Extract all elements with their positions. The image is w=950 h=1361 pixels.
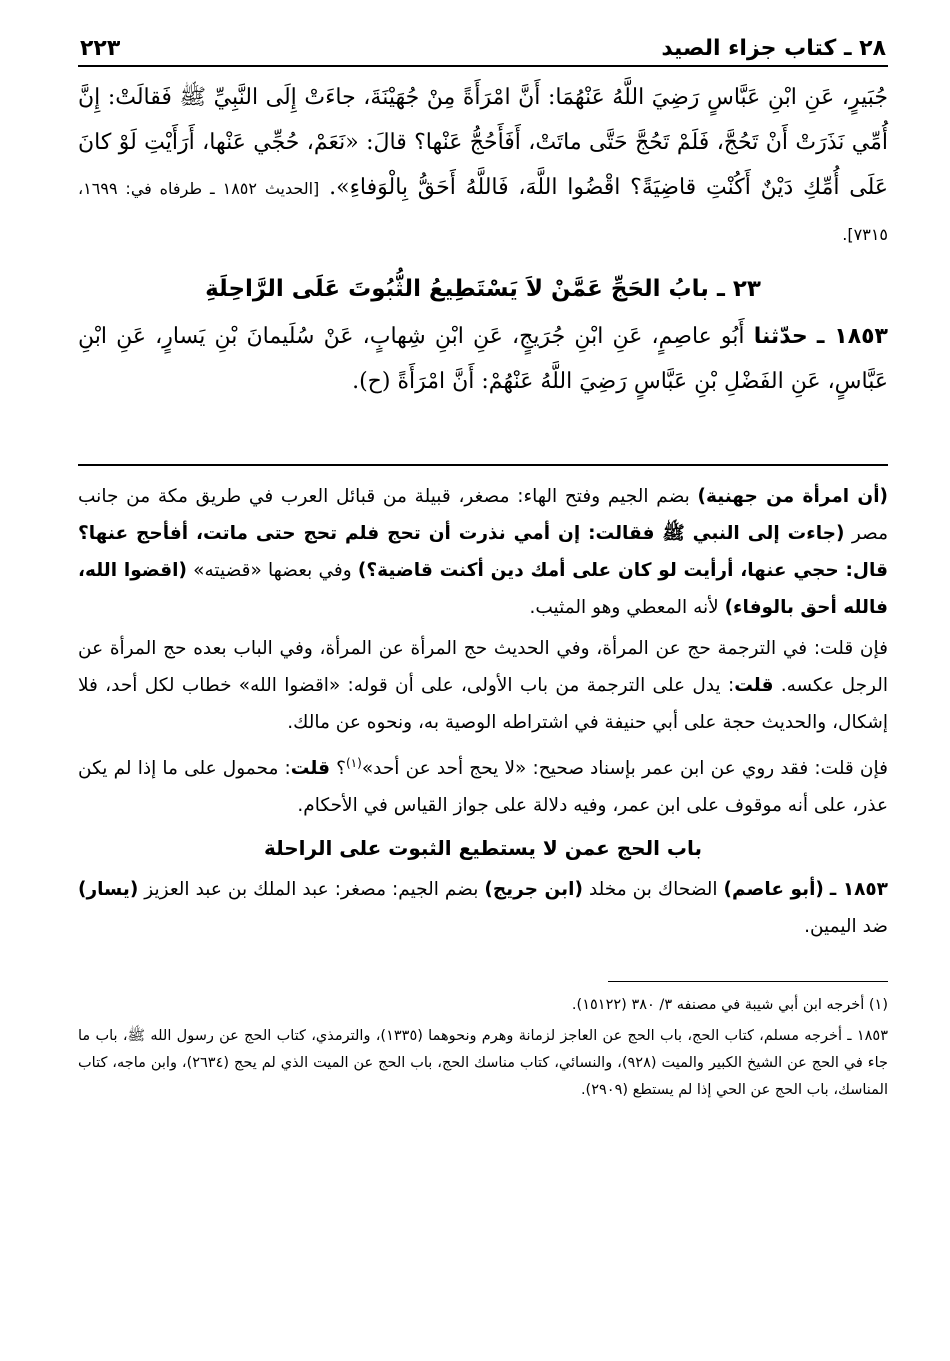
footnote-1: (١) أخرجه ابن أبي شيبة في مصنفه ٣/ ٣٨٠ (١٥١٢٢). — [571, 997, 888, 1014]
chapter-heading-23: ٢٣ ـ بابُ الحَجِّ عَمَّنْ لاَ يَسْتَطِيعُ الثُّبُوتَ عَلَى الرَّاحِلَةِ — [205, 276, 761, 302]
footnote-marker: (١) — [345, 756, 362, 770]
section-divider — [78, 464, 888, 466]
hadith-1852-continuation — [78, 75, 888, 257]
commentary-text: وفي بعضها «قضيته» — [186, 560, 358, 581]
page-header — [78, 36, 888, 67]
book-page — [78, 36, 888, 1108]
commentary-section — [78, 478, 888, 945]
commentary-text: فإن قلت: في الترجمة حج عن المرأة، وفي الحديث حج المرأة عن المرأة، وفي الباب بعده حج المرأة عن الرجل عكسه. — [78, 638, 888, 696]
qultu-word: قلت — [290, 758, 330, 780]
commentary-para-1 — [78, 478, 888, 626]
commentary-text: بضم الجيم وفتح الهاء: مصغر، قبيلة من قبائل العرب في طريق مكة من جانب مصر — [78, 486, 888, 544]
footnotes-section — [78, 992, 888, 1104]
hadith-number: ١٨٥٣ ـ — [816, 324, 888, 349]
quoted-phrase: (يسار) — [78, 879, 139, 901]
page-number: ٢٢٣ — [80, 36, 121, 61]
commentary-text: الضحاك بن مخلد — [582, 879, 724, 901]
quoted-phrase: (أبو عاصم) — [723, 879, 824, 901]
hadith-1852-reference: [الحديث ١٨٥٢ ـ طرفاه في: ١٦٩٩، ٧٣١٥]. — [78, 179, 888, 244]
commentary-text: ضد اليمين. — [804, 916, 888, 938]
quoted-phrase: (جاءت إلى النبي ﷺ فقالت: إن أمي نذرت أن تحج فلم تحج حتى ماتت، أفأحج عنها؟ قال: حجي عنها، أرأيت لو كان على أمك دين أكنت قاضية؟) — [78, 523, 889, 581]
footnote-divider — [608, 981, 888, 982]
commentary-text: فإن قلت: فقد روي عن ابن عمر بإسناد صحيح: «لا يحج أحد عن أحد» — [361, 758, 888, 780]
commentary-text: لأنه المعطي وهو المثيب. — [529, 597, 725, 618]
hadith-text-section — [78, 75, 888, 404]
hadith-number: ١٨٥٣ ـ — [829, 879, 888, 901]
footnote-1853: ١٨٥٣ ـ أخرجه مسلم، كتاب الحج، باب الحج عن العاجز لزمانة وهرم ونحوهما (١٣٣٥)، والترمذي، كتاب الحج عن رسول الله ﷺ، باب ما جاء في الحج عن الشيخ الكبير والميت (٩٢٨)، والنسائي، كتاب مناسك الحج، باب الحج عن الميت الذي لم يحج (٢٦٣٤)، وابن ماجه، كتاب المناسك، باب الحج عن الحي إذا لم يستطع (٢٩٠٩). — [78, 1028, 889, 1099]
commentary-para-3 — [78, 745, 888, 824]
hadith-1853 — [78, 314, 888, 404]
commentary-para-4 — [78, 871, 888, 945]
quoted-phrase: (أن امرأة من جهنية) — [697, 486, 888, 507]
commentary-text: بضم الجيم: مصغر: عبد الملك بن عبد العزيز — [138, 879, 485, 901]
chapter-title: ٢٨ ـ كتاب جزاء الصيد — [661, 36, 886, 61]
haddathana-word: حدّثنا — [753, 324, 808, 349]
commentary-text: ؟ — [330, 758, 346, 780]
quoted-phrase: (ابن جريج) — [484, 879, 583, 901]
commentary-subheading: باب الحج عمن لا يستطيع الثبوت على الراحلة — [263, 836, 703, 861]
commentary-text: : محمول على ما إذا لم يكن عذر، على أنه موقوف على ابن عمر، وفيه دلالة على جواز القياس في الأحكام. — [78, 758, 888, 817]
commentary-text: : يدل على الترجمة من باب الأولى، على أن قوله: «اقضوا الله» خطاب لكل أحد، فلا إشكال، والحديث حجة على أبي حنيفة في اشتراطه الوصية به، ونحوه عن مالك. — [78, 675, 888, 733]
hadith-1852-text: جُبَيرٍ، عَنِ ابْنِ عَبَّاسٍ رَضِيَ اللَّهُ عَنْهُمَا: أَنَّ امْرَأَةً مِنْ جُهَيْنَةَ، جاءَتْ إِلَى النَّبِيِّ ﷺ فَقالَتْ: إِنَّ أُمِّي نَذَرَتْ أَنْ تَحُجَّ، فَلَمْ تَحُجَّ حَتَّى ماتَتْ، أَفَأَحُجُّ عَنْها؟ قالَ: «نَعَمْ، حُجِّي عَنْها، أَرَأَيْتِ لَوْ كانَ عَلَى أُمِّكِ دَيْنٌ أَكُنْتِ قاضِيَةً؟ اقْضُوا اللَّهَ، فَاللَّهُ أَحَقُّ بِالْوَفاءِ». — [78, 85, 889, 200]
quoted-phrase: (اقضوا الله، فالله أحق بالوفاء) — [78, 560, 888, 618]
hadith-1853-text: أَبُو عاصِمٍ، عَنِ ابْنِ جُرَيجٍ، عَنِ ابْنِ شِهابٍ، عَنْ سُلَيمانَ بْنِ يَسارٍ، عَنِ ابْنِ عَبَّاسٍ، عَنِ الفَضْلِ بْنِ عَبَّاسٍ رَضِيَ اللَّهُ عَنْهُمْ: أَنَّ امْرَأَةً (ح). — [78, 324, 888, 394]
qultu-word: قلت — [734, 675, 774, 696]
commentary-para-2 — [78, 630, 888, 741]
